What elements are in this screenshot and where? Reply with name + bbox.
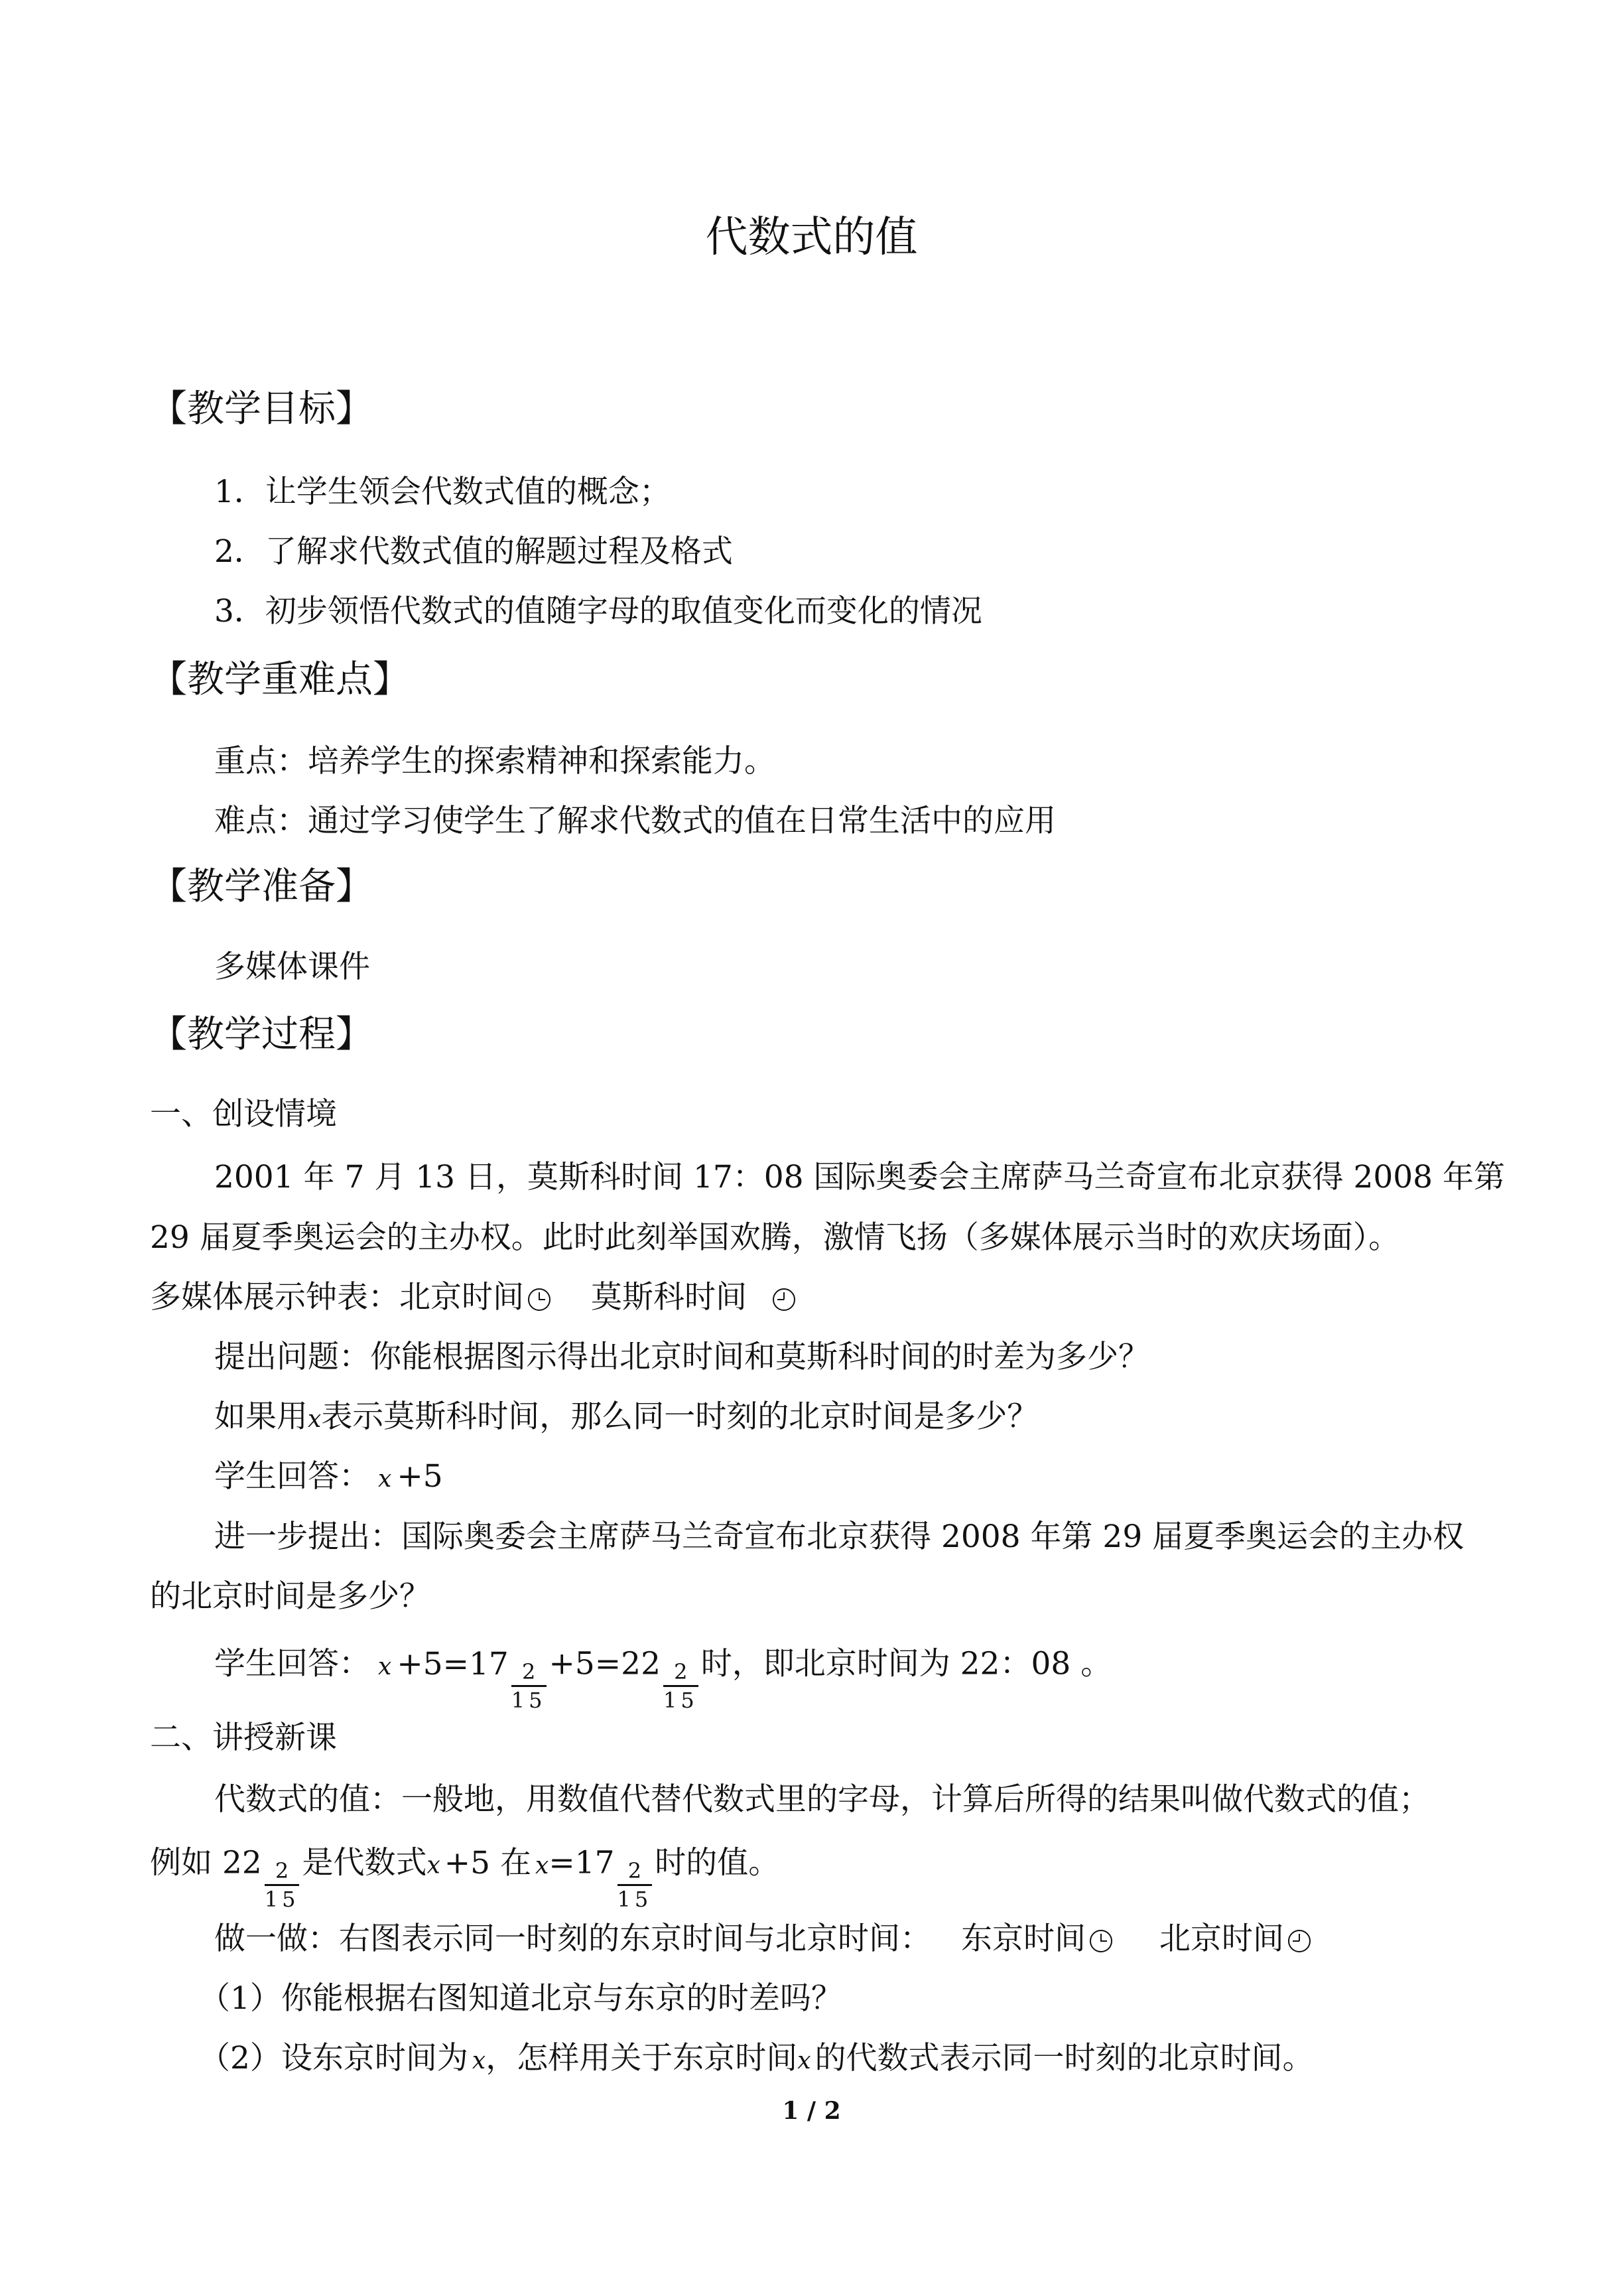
variable-x: x [378, 1653, 392, 1680]
goal-item: 3．初步领悟代数式的值随字母的取值变化而变化的情况 [214, 593, 982, 630]
clock-icon [773, 1288, 795, 1311]
variable-x: x [426, 1852, 440, 1879]
variable-x: x [535, 1852, 549, 1879]
variable-x: x [308, 1406, 322, 1433]
part1-heading: 一、创设情境 [150, 1096, 337, 1132]
prep-text: 多媒体课件 [214, 949, 370, 985]
example-line: 例如 22 $\frac{2}{15}$ 是代数式x +5 在 x=17 $\frac{2}{15}$ 时的值。 [150, 1844, 780, 1912]
section-heading-goals: 【教学目标】 [150, 387, 373, 431]
sub-question: （1）你能根据右图知道北京与东京的时差吗？ [199, 1980, 842, 2017]
goal-item: 2．了解求代数式值的解题过程及格式 [214, 533, 733, 570]
paragraph-line [150, 1278, 799, 1317]
section-heading-process: 【教学过程】 [150, 1013, 373, 1056]
variable-x: x [472, 2047, 486, 2074]
answer-line: 学生回答： x +5 [214, 1458, 443, 1495]
page-number: 1 / 2 [782, 2097, 841, 2125]
clock-caption: 多媒体展示钟表：北京时间 [150, 1279, 524, 1316]
question-line: 提出问题：你能根据图示得出北京时间和莫斯科时间的时差为多少？ [214, 1339, 1149, 1375]
variable-x: x [797, 2047, 811, 2074]
sub-question: （2）设东京时间为 x，怎样用关于东京时间x 的代数式表示同一时刻的北京时间。 [199, 2040, 1314, 2076]
activity-line: 做一做：右图表示同一时刻的东京时间与北京时间： 东京时间 北京时间 [214, 1919, 1315, 1959]
fraction: $\frac{2}{15}$ [264, 1858, 300, 1912]
answer-line: 学生回答： x +5=17 $\frac{2}{15}$ +5=22 $\frac{2}{15}$ 时，即北京时间为 22：08 。 [214, 1645, 1112, 1713]
clock-icon [1090, 1930, 1112, 1952]
paragraph-line: 2001 年 7 月 13 日，莫斯科时间 17：08 国际奥委会主席萨马兰奇宣布北京获得 2008 年第 [214, 1159, 1506, 1195]
paragraph-line: 进一步提出：国际奥委会主席萨马兰奇宣布北京获得 2008 年第 29 届夏季奥运会的主办权 [214, 1519, 1464, 1555]
fraction: $\frac{2}{15}$ [617, 1858, 653, 1912]
section-heading-difficulty: 【教学重难点】 [150, 658, 410, 701]
variable-x: x [378, 1465, 392, 1493]
document-title: 代数式的值 [705, 213, 918, 262]
paragraph-line: 的北京时间是多少？ [150, 1578, 430, 1615]
section-heading-prep: 【教学准备】 [150, 865, 373, 908]
part2-heading: 二、讲授新课 [150, 1720, 337, 1756]
difficult-point: 难点：通过学习使学生了解求代数式的值在日常生活中的应用 [214, 803, 1056, 839]
clock-icon [528, 1288, 551, 1311]
fraction: $\frac{2}{15}$ [663, 1659, 698, 1713]
goal-item: 1．让学生领会代数式值的概念； [214, 474, 671, 510]
clock-caption: 莫斯科时间 [590, 1279, 747, 1316]
fraction: $\frac{2}{15}$ [511, 1659, 547, 1713]
clock-icon [1288, 1930, 1311, 1952]
definition-line: 代数式的值：一般地，用数值代替代数式里的字母，计算后所得的结果叫做代数式的值； [214, 1781, 1430, 1818]
key-point: 重点：培养学生的探索精神和探索能力。 [214, 743, 775, 779]
question-line: 如果用x表示莫斯科时间，那么同一时刻的北京时间是多少？ [214, 1398, 1039, 1435]
paragraph-line: 29 届夏季奥运会的主办权。此时此刻举国欢腾，激情飞扬（多媒体展示当时的欢庆场面）。 [150, 1219, 1400, 1256]
